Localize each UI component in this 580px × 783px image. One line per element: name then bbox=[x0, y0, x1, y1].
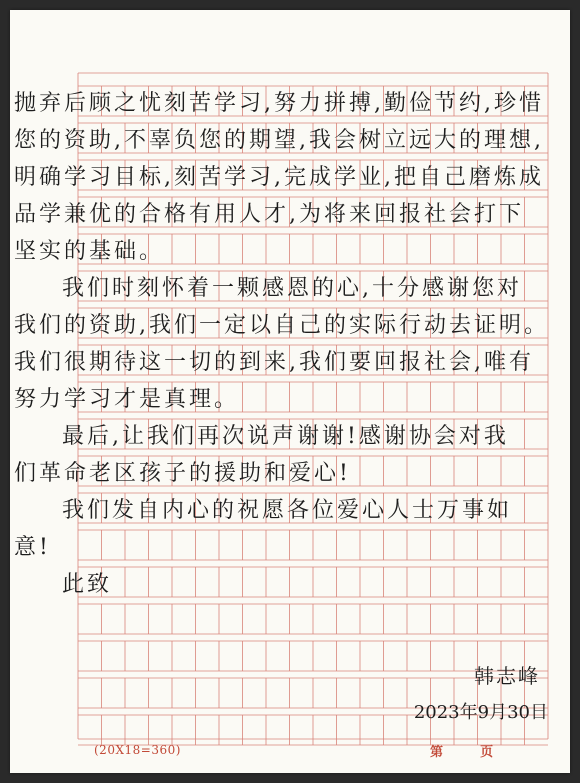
letter-line: 抛弃后顾之忧刻苦学习,努力拼搏,勤俭节约,珍惜 bbox=[14, 90, 544, 116]
grid-spec-label: (20X18=360) bbox=[94, 743, 181, 757]
letter-line: 明确学习目标,刻苦学习,完成学业,把自己磨炼成 bbox=[14, 164, 544, 190]
letter-line: 努力学习才是真理。 bbox=[14, 386, 240, 412]
signature-date: 2023年9月30日 bbox=[413, 702, 548, 723]
page-label bbox=[430, 741, 493, 760]
page-label-prefix: 第 bbox=[430, 745, 444, 760]
letter-line: 坚实的基础。 bbox=[14, 238, 165, 264]
letter-line: 此致 bbox=[62, 571, 113, 597]
letter-line: 我们很期待这一切的到来,我们要回报社会,唯有 bbox=[14, 349, 534, 375]
letter-line: 最后,让我们再次说声谢谢!感谢协会对我 bbox=[62, 423, 509, 449]
page-label-suffix: 页 bbox=[480, 745, 494, 760]
signature-name: 韩志峰 bbox=[474, 664, 540, 688]
letter-line: 我们发自内心的祝愿各位爱心人士万事如 bbox=[62, 497, 513, 523]
letter-line: 意! bbox=[14, 534, 51, 560]
letter-line: 我们的资助,我们一定以自己的实际行动去证明。 bbox=[14, 312, 549, 338]
letter-line: 们革命老区孩子的援助和爱心! bbox=[14, 460, 351, 486]
letter-line: 品学兼优的合格有用人才,为将来回报社会打下 bbox=[14, 201, 524, 227]
letter-line: 我们时刻怀着一颗感恩的心,十分感谢您对 bbox=[62, 275, 522, 301]
letter-paper bbox=[10, 10, 570, 773]
letter-line: 您的资助,不辜负您的期望,我会树立远大的理想, bbox=[14, 127, 544, 153]
